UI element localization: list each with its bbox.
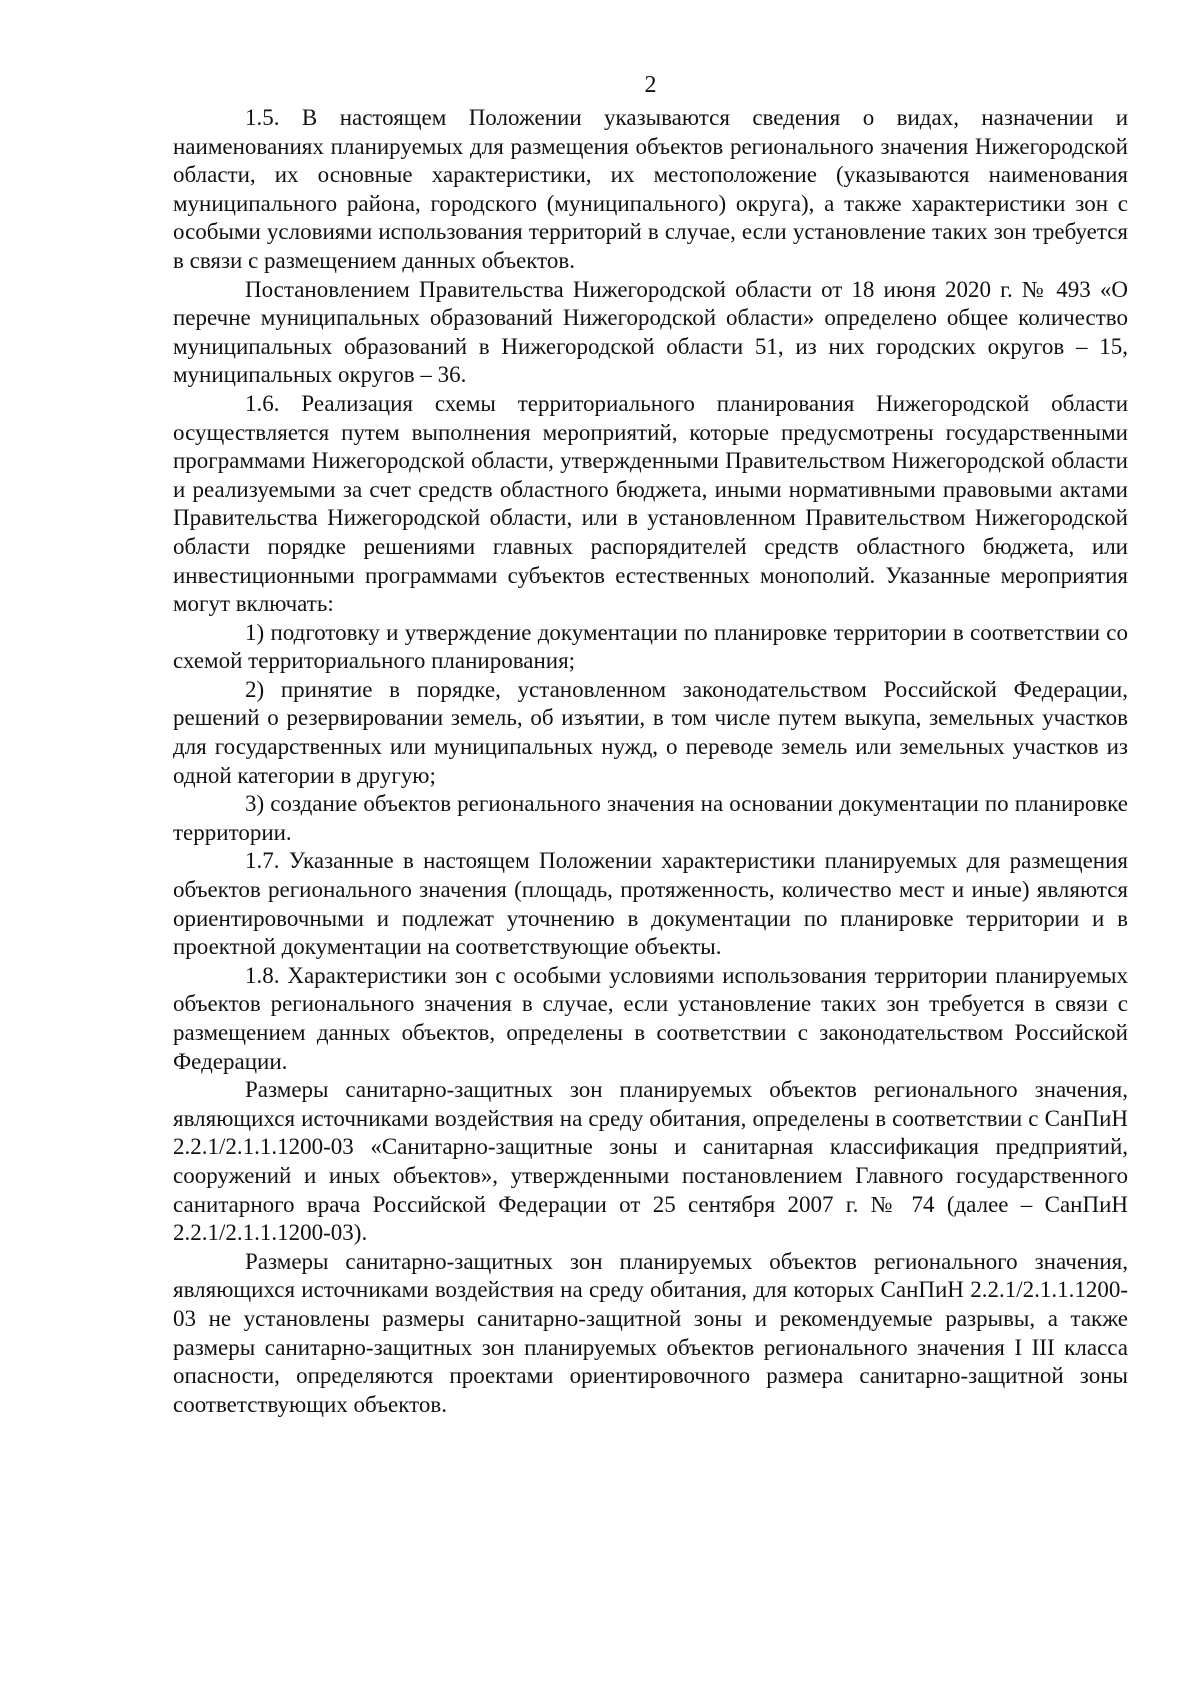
list-item-1: 1) подготовку и утверждение документации по планировке территории в соответствии со схемой территориального планирования; — [173, 619, 1128, 674]
document-page — [173, 70, 1128, 1419]
list-item-2: 2) принятие в порядке, установленном законодательством Российской Федерации, решений о резервировании земель, об изъятии, в том числе путем выкупа, земельных участков для государственных или муниципальных нужд, о переводе земель или земельных участков из одной категории в другую; — [173, 676, 1128, 788]
paragraph-1-7: 1.7. Указанные в настоящем Положении характеристики планируемых для размещения объектов регионального значения (площадь, протяженность, количество мест и иные) являются ориентировочными и подлежат уточнению в документации по планировке территории и в проектной документации на соответствующие объекты. — [173, 848, 1128, 960]
paragraph-1-5: 1.5. В настоящем Положении указываются сведения о видах, назначении и наименованиях планируемых для размещения объектов регионального значения Нижегородской области, их основные характеристики, их местоположение (указываются наименования муниципального района, городского (муниципального) округа), а также характеристики зон с особыми условиями использования территорий в случае, если установление таких зон требуется в связи с размещением данных объектов. — [173, 105, 1128, 273]
paragraph-sanitary-zones-projects: Размеры санитарно-защитных зон планируемых объектов регионального значения, являющихся источниками воздействия на среду обитания, для которых СанПиН 2.2.1/2.1.1.1200-03 не установлены размеры санитарно-защитной зоны и рекомендуемые разрывы, а также размеры санитарно-защитных зон планируемых объектов регионального значения I III класса опасности, определяются проектами ориентировочного размера санитарно-защитной зоны соответствующих объектов. — [173, 1248, 1128, 1417]
paragraph-1-8: 1.8. Характеристики зон с особыми условиями использования территории планируемых объектов регионального значения в случае, если установление таких зон требуется в связи с размещением данных объектов, определены в соответствии с законодательством Российской Федерации. — [173, 962, 1128, 1074]
list-item-3: 3) создание объектов регионального значения на основании документации по планировке территории. — [173, 791, 1128, 845]
page-number: 2 — [644, 72, 657, 98]
paragraph-resolution: Постановлением Правительства Нижегородской области от 18 июня 2020 г. № 493 «О перечне муниципальных образований Нижегородской области» определено общее количество муниципальных образований в Нижегородской области 51, из них городских округов – 15, муниципальных округов – 36. — [173, 276, 1128, 388]
paragraph-sanitary-zones: Размеры санитарно-защитных зон планируемых объектов регионального значения, являющихся источниками воздействия на среду обитания, определены в соответствии с СанПиН 2.2.1/2.1.1.1200-03 «Санитарно-защитные зоны и санитарная классификация предприятий, сооружений и иных объектов», утвержденными постановлением Главного государственного санитарного врача Российской Федерации от 25 сентября 2007 г. № 74 (далее – СанПиН 2.2.1/2.1.1.1200-03). — [173, 1077, 1128, 1246]
paragraph-1-6: 1.6. Реализация схемы территориального планирования Нижегородской области осуществляется путем выполнения мероприятий, которые предусмотрены государственными программами Нижегородской области, утвержденными Правительством Нижегородской области и реализуемыми за счет средств областного бюджета, иными нормативными правовыми актами Правительства Нижегородской области, или в установленном Правительством Нижегородской области порядке решениями главных распорядителей средств областного бюджета, или инвестиционными программами субъектов естественных монополий. Указанные мероприятия могут включать: — [173, 390, 1128, 617]
